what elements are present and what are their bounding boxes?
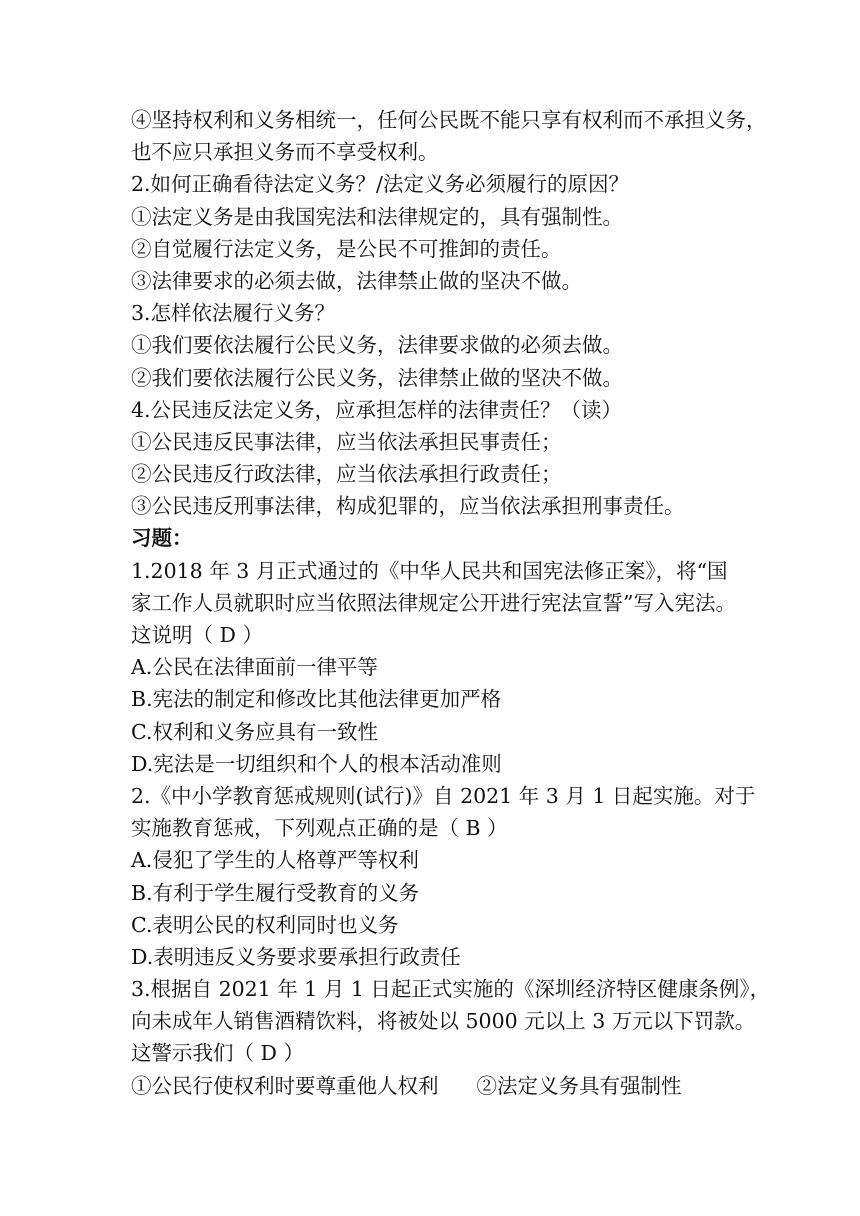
- section-question: 2.如何正确看待法定义务？/法定义务必须履行的原因？: [131, 172, 629, 197]
- answer-option-row: [131, 1070, 744, 1102]
- answer-option: A.公民在法律面前一律平等: [131, 655, 378, 680]
- answer-option: C.表明公民的权利同时也义务: [131, 912, 399, 937]
- question-stem: 向未成年人销售酒精饮料，将被处以 5000 元以上 3 万元以下罚款。: [131, 1009, 756, 1034]
- answer-option: D.表明违反义务要求要承担行政责任: [131, 944, 461, 969]
- answer-option: ①公民行使权利时要尊重他人权利: [131, 1073, 439, 1098]
- text-line: ③公民违反刑事法律，构成犯罪的，应当依法承担刑事责任。: [131, 494, 685, 519]
- answer-option: C.权利和义务应具有一致性: [131, 719, 378, 744]
- question-stem: 实施教育惩戒，下列观点正确的是（ B ）: [131, 816, 508, 841]
- answer-option: B.有利于学生履行受教育的义务: [131, 880, 420, 905]
- text-line: ③法律要求的必须去做，法律禁止做的坚决不做。: [131, 268, 582, 293]
- section-question: 3.怎样依法履行义务？: [131, 301, 336, 326]
- answer-option: A.侵犯了学生的人格尊严等权利: [131, 848, 419, 873]
- question-stem: 3.根据自 2021 年 1 月 1 日起正式实施的《深圳经济特区健康条例》，: [131, 977, 771, 1002]
- question-stem: 这说明（ D ）: [131, 623, 263, 647]
- text-line: ②我们要依法履行公民义务，法律禁止做的坚决不做。: [131, 365, 623, 390]
- question-stem: 1.2018 年 3 月正式通过的《中华人民共和国宪法修正案》，将“国: [131, 558, 728, 583]
- answer-option: D.宪法是一切组织和个人的根本活动准则: [131, 751, 502, 776]
- answer-option: B.宪法的制定和修改比其他法律更加严格: [131, 687, 502, 712]
- text-line: ①法定义务是由我国宪法和法律规定的，具有强制性。: [131, 204, 623, 229]
- text-line: ④坚持权利和义务相统一，任何公民既不能只享有权利而不承担义务，: [131, 108, 767, 132]
- question-stem: 家工作人员就职时应当依照法律规定公开进行宪法宣誓”写入宪法。: [131, 590, 736, 615]
- question-stem: 这警示我们（ D ）: [131, 1041, 304, 1066]
- text-line: ①我们要依法履行公民义务，法律要求做的必须去做。: [131, 333, 623, 358]
- text-line: ②自觉履行法定义务，是公民不可推卸的责任。: [131, 236, 562, 261]
- question-stem: 2.《中小学教育惩戒规则(试行)》自 2021 年 3 月 1 日起实施。对于: [131, 783, 756, 808]
- text-line: 也不应只承担义务而不享受权利。: [131, 140, 439, 165]
- text-line: ①公民违反民事法律，应当依法承担民事责任；: [131, 429, 562, 454]
- text-line: ②公民违反行政法律，应当依法承担行政责任；: [131, 462, 562, 487]
- section-question: 4.公民违反法定义务，应承担怎样的法律责任？（读）: [131, 397, 623, 422]
- answer-option: ②法定义务具有强制性: [476, 1073, 682, 1098]
- exercise-heading: 习题：: [131, 526, 193, 551]
